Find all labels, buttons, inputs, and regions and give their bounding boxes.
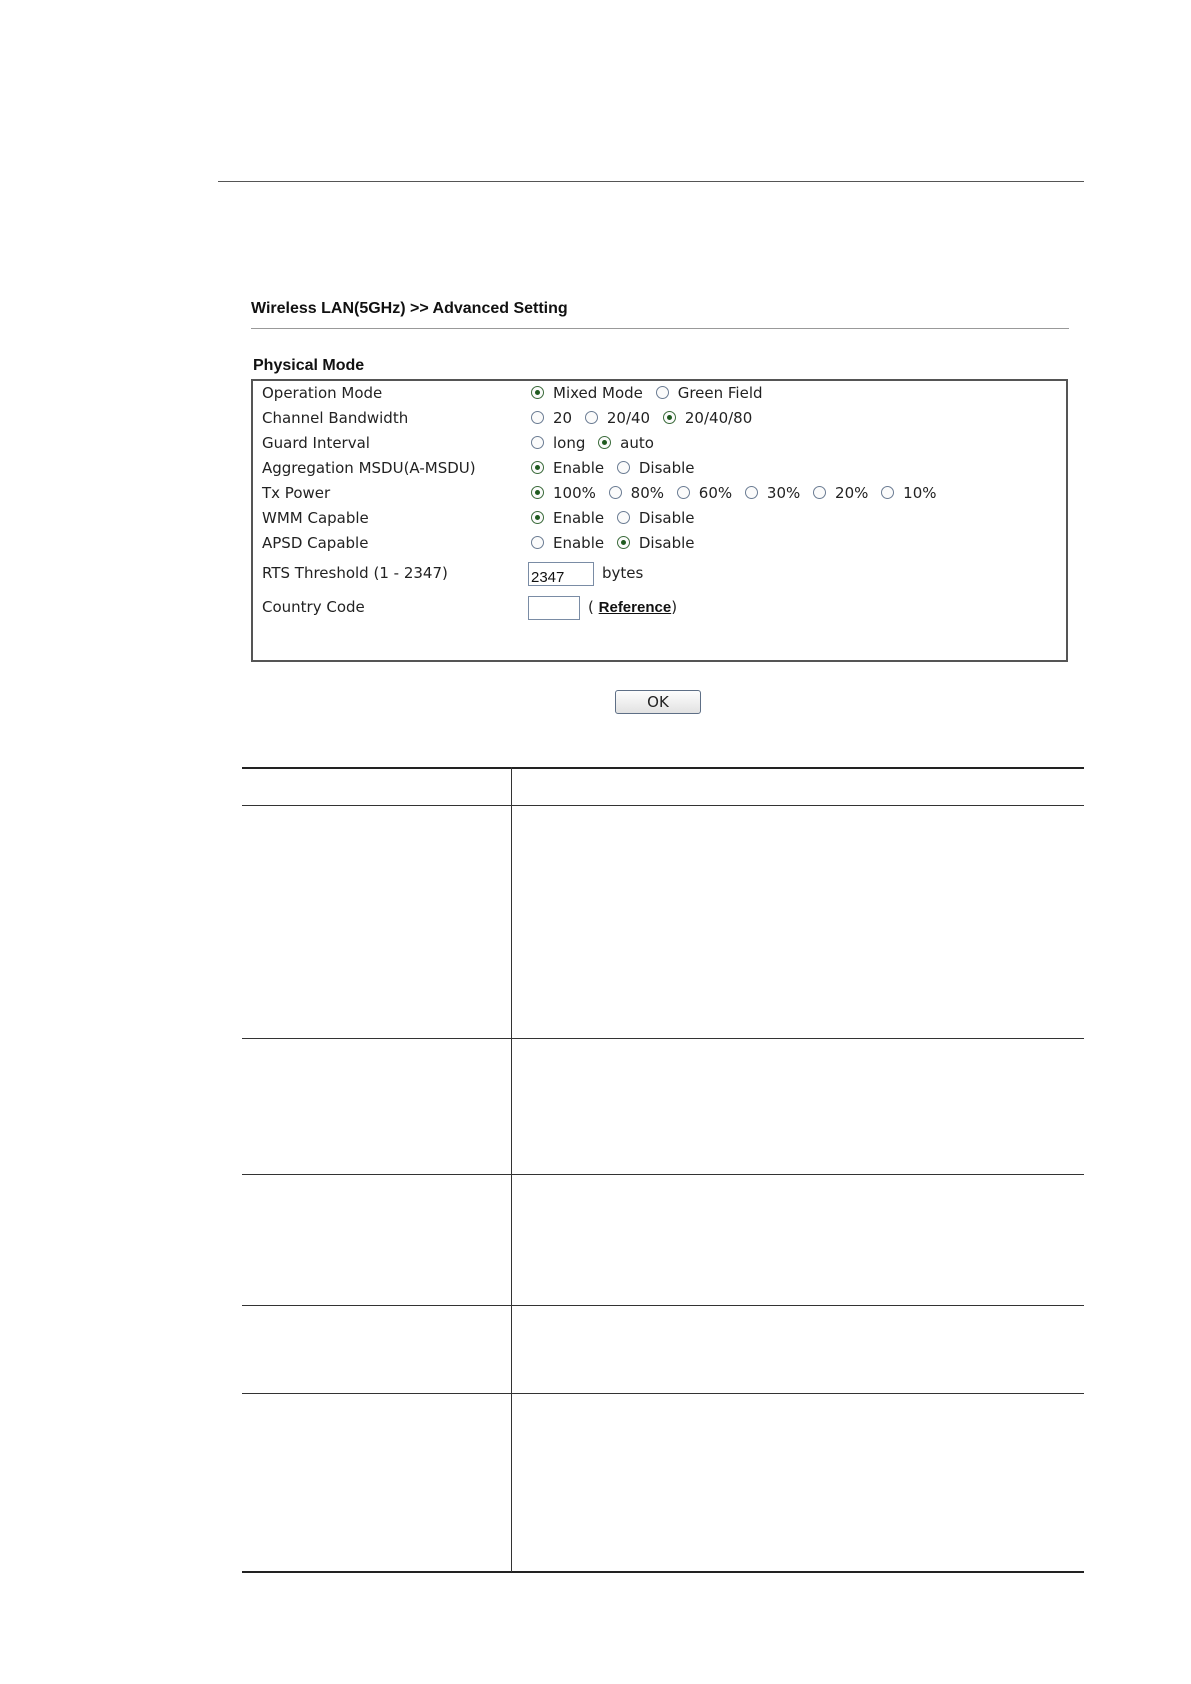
radio-tx-60[interactable] <box>677 486 690 499</box>
reference-close-paren: ) <box>671 598 678 616</box>
radio-wmm-enable[interactable] <box>531 511 544 524</box>
radio-bw-20[interactable] <box>531 411 544 424</box>
apsd-disable-option[interactable]: Disable <box>617 531 695 555</box>
rts-threshold-unit: bytes <box>602 564 644 582</box>
row-operation-mode <box>253 381 1066 405</box>
guard-interval-label: Guard Interval <box>262 434 370 452</box>
row-guard-interval <box>253 431 1066 455</box>
rts-threshold-input[interactable]: 2347 <box>528 562 594 586</box>
tx-power-30-option[interactable]: 30% <box>745 481 800 505</box>
tx-power-20-option[interactable]: 20% <box>813 481 868 505</box>
channel-bandwidth-label: Channel Bandwidth <box>262 409 409 427</box>
radio-apsd-disable[interactable] <box>617 536 630 549</box>
country-code-label: Country Code <box>262 598 365 616</box>
wmm-disable-option[interactable]: Disable <box>617 506 695 530</box>
section-title-physical-mode: Physical Mode <box>253 357 365 374</box>
table-bottom-border <box>242 1571 1084 1573</box>
operation-mode-green-field-option[interactable]: Green Field <box>656 381 763 405</box>
apsd-capable-label: APSD Capable <box>262 534 369 552</box>
rts-threshold-label: RTS Threshold (1 - 2347) <box>262 564 448 582</box>
row-rts-threshold <box>253 560 1066 586</box>
reference-open-paren: ( <box>588 598 594 616</box>
apsd-enable-option[interactable]: Enable <box>531 531 604 555</box>
bandwidth-20-40-80-option[interactable]: 20/40/80 <box>663 406 752 430</box>
table-row-divider-3 <box>242 1305 1084 1306</box>
radio-gi-long[interactable] <box>531 436 544 449</box>
tx-power-10-option[interactable]: 10% <box>881 481 936 505</box>
reference-link[interactable]: Reference <box>598 599 672 616</box>
radio-apsd-enable[interactable] <box>531 536 544 549</box>
radio-gi-auto[interactable] <box>598 436 611 449</box>
radio-tx-100[interactable] <box>531 486 544 499</box>
guard-interval-auto-option[interactable]: auto <box>598 431 654 455</box>
radio-amsdu-disable[interactable] <box>617 461 630 474</box>
row-apsd-capable <box>253 531 1066 555</box>
tx-power-80-option[interactable]: 80% <box>609 481 664 505</box>
page-top-rule <box>218 181 1084 182</box>
table-top-border <box>242 767 1084 769</box>
aggregation-msdu-label: Aggregation MSDU(A-MSDU) <box>262 459 476 477</box>
radio-wmm-disable[interactable] <box>617 511 630 524</box>
radio-tx-80[interactable] <box>609 486 622 499</box>
radio-tx-10[interactable] <box>881 486 894 499</box>
tx-power-100-option[interactable]: 100% <box>531 481 596 505</box>
wmm-capable-label: WMM Capable <box>262 509 369 527</box>
guard-interval-long-option[interactable]: long <box>531 431 585 455</box>
row-aggregation-msdu <box>253 456 1066 480</box>
row-wmm-capable <box>253 506 1066 530</box>
table-row-divider-1 <box>242 1038 1084 1039</box>
bandwidth-20-option[interactable]: 20 <box>531 406 572 430</box>
physical-mode-panel <box>251 379 1068 662</box>
table-header-divider <box>242 805 1084 806</box>
breadcrumb: Wireless LAN(5GHz) >> Advanced Setting <box>251 300 568 317</box>
radio-tx-30[interactable] <box>745 486 758 499</box>
bandwidth-20-40-option[interactable]: 20/40 <box>585 406 650 430</box>
amsdu-enable-option[interactable]: Enable <box>531 456 604 480</box>
radio-bw-20-40[interactable] <box>585 411 598 424</box>
radio-green-field[interactable] <box>656 386 669 399</box>
operation-mode-label: Operation Mode <box>262 384 383 402</box>
tx-power-60-option[interactable]: 60% <box>677 481 732 505</box>
radio-tx-20[interactable] <box>813 486 826 499</box>
table-column-divider <box>511 767 512 1572</box>
ok-button[interactable]: OK <box>615 690 701 714</box>
row-channel-bandwidth <box>253 406 1066 430</box>
radio-bw-20-40-80[interactable] <box>663 411 676 424</box>
wmm-enable-option[interactable]: Enable <box>531 506 604 530</box>
table-row-divider-2 <box>242 1174 1084 1175</box>
amsdu-disable-option[interactable]: Disable <box>617 456 695 480</box>
row-tx-power <box>253 481 1066 505</box>
tx-power-label: Tx Power <box>262 484 331 502</box>
radio-amsdu-enable[interactable] <box>531 461 544 474</box>
table-row-divider-4 <box>242 1393 1084 1394</box>
breadcrumb-divider <box>251 328 1069 329</box>
country-code-input[interactable] <box>528 596 580 620</box>
radio-mixed-mode[interactable] <box>531 386 544 399</box>
row-country-code <box>253 594 1066 620</box>
operation-mode-mixed-option[interactable]: Mixed Mode <box>531 381 643 405</box>
